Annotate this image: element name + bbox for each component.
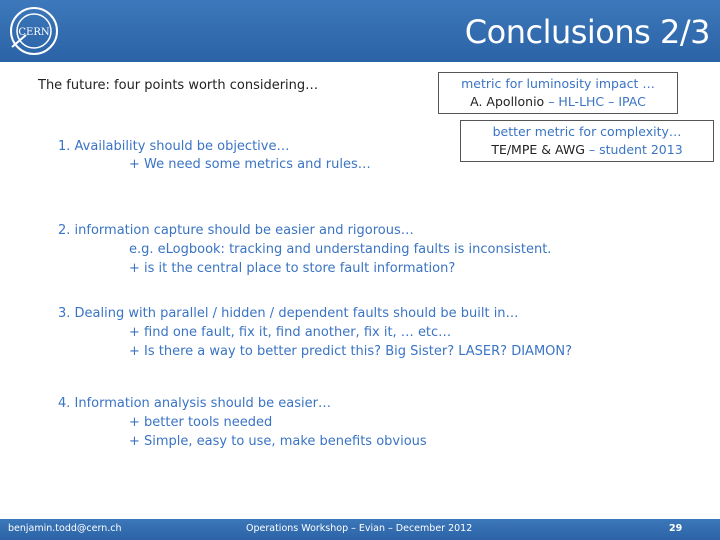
callout-complexity-line1: better metric for complexity… [492,124,682,139]
point-4-title: 4. Information analysis should be easier… [58,396,331,411]
cern-logo-icon [8,5,60,57]
footer-event: Operations Workshop – Evian – December 2012 [246,523,473,534]
callout-luminosity-ref: – HL-LHC – IPAC [544,94,646,109]
footer-email: benjamin.todd@cern.ch [8,523,122,534]
point-3-title: 3. Dealing with parallel / hidden / dependent faults should be built in… [58,306,519,321]
callout-complexity-author: TE/MPE & AWG [491,142,585,157]
slide-header [0,0,720,62]
point-3-sub-1: + find one fault, fix it, find another, fix it, … etc… [129,325,452,340]
point-1-sub-1: + We need some metrics and rules… [129,157,371,172]
point-2-sub-1: e.g. eLogbook: tracking and understanding faults is inconsistent. [129,242,552,257]
callout-luminosity-line1: metric for luminosity impact … [461,76,655,91]
slide-title: Conclusions 2/3 [464,13,710,51]
callout-complexity-ref: – student 2013 [584,142,683,157]
intro-text: The future: four points worth considering… [38,78,319,93]
point-1-title: 1. Availability should be objective… [58,139,290,154]
point-4-sub-1: + better tools needed [129,415,273,430]
slide-footer [0,519,720,540]
footer-page-number: 29 [669,523,683,534]
logo-text: CERN [18,27,50,38]
point-2-sub-2: + is it the central place to store fault information? [129,261,456,276]
callout-luminosity-author: A. Apollonio [470,94,545,109]
callout-box-luminosity [438,72,678,114]
callout-box-complexity [460,120,714,162]
point-2-title: 2. information capture should be easier and rigorous… [58,223,414,238]
point-4-sub-2: + Simple, easy to use, make benefits obvious [129,434,427,449]
point-3-sub-2: + Is there a way to better predict this? Big Sister? LASER? DIAMON? [129,344,573,359]
